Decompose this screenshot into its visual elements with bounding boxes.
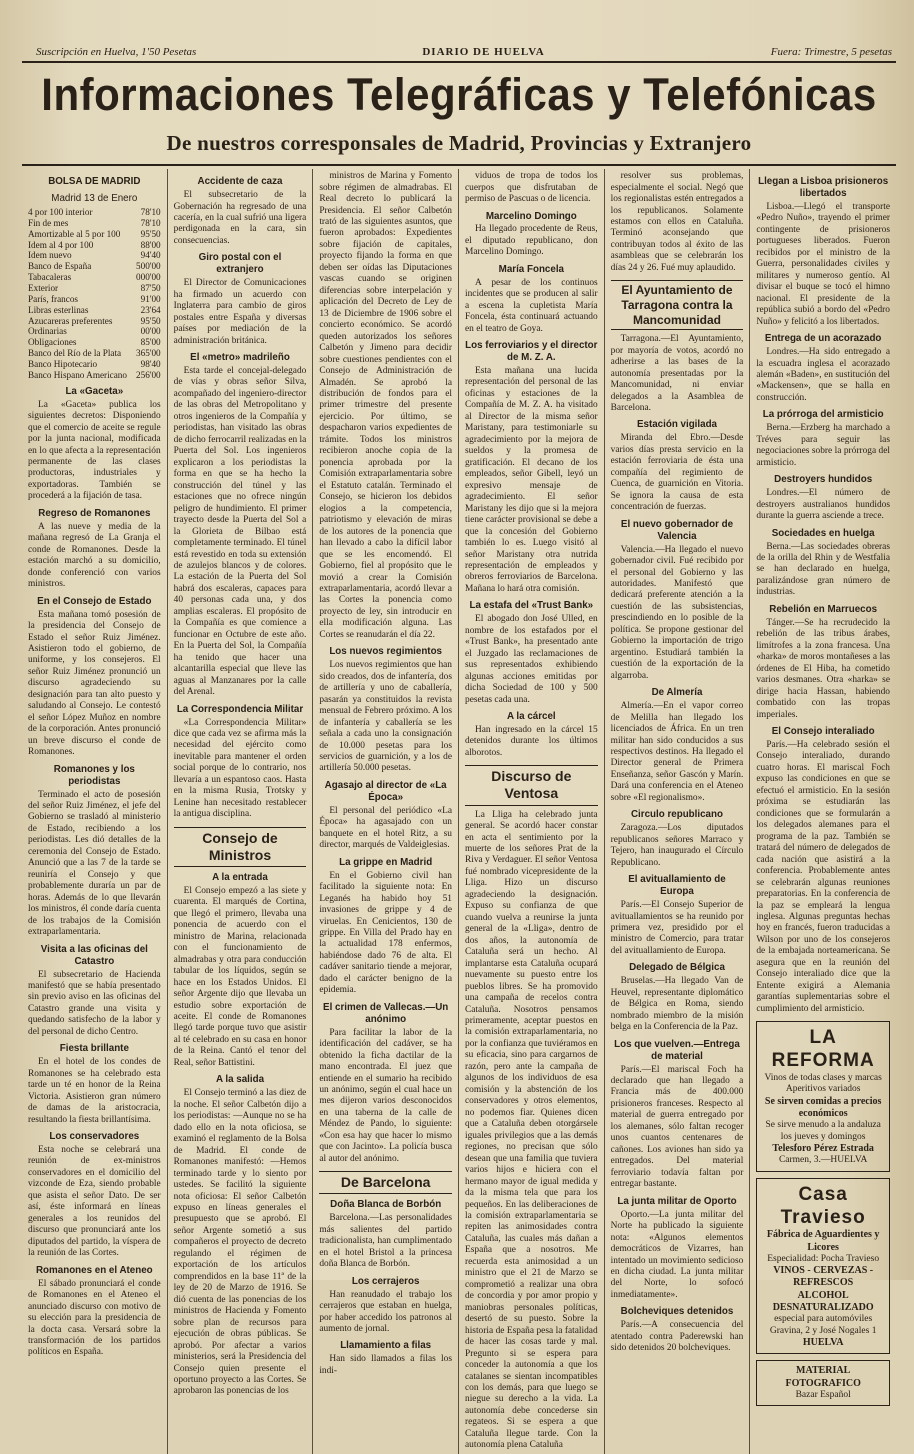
page-banner: Informaciones Telegráficas y Telefónicas — [41, 69, 877, 120]
heading: Llegan a Lisboa prisioneros libertados — [758, 176, 889, 200]
stock-value: 365'00 — [136, 348, 161, 359]
ad-line: Se sirven comidas a precios económicos — [764, 1095, 882, 1119]
heading: Fiesta brillante — [59, 1043, 129, 1055]
stock-row — [28, 316, 161, 327]
stock-name: Azucareras preferentes — [28, 315, 113, 326]
heading: Rebelión en Marruecos — [769, 603, 878, 615]
ad-title: Casa Travieso — [780, 1183, 866, 1229]
article-text: ministros de Marina y Fomento sobre régimen de almadrabas. El Real decreto lo publicará la Presidencia. El señor Calbetón trató de las siguientes asuntos, que fueron aprobados: Expedientes sobre fijación de capitales, proyecto fijando la forma en que deben ser oídas las Diputaciones vascas cuando se originen diferencias sobre interpelación y aplicación del Decreto de Ley de 13 de Diciembre de 1906 sobre el concierto económico. Se acordó queden autorizados los señores Calbetón y Jimeno para decidir sobre cuestiones pendientes con el Consejo de Administración de Almadén. Se aprobó la distribución de fondos para el primer trimestre del presente ejercicio. Por último, se despacharon varios expedientes de trámite. Todos los ministros recibieron anoche copia de la ponencia aprobada por la Comisión extraparlamentaria sobre el Estatuto catalán. Terminado el Consejo, se hicieron los debidos elogios a la competencia, patriotismo y elevación de miras de los autores de la ponencia que han llevado a cabo la difícil labor que se les encomendó. El Gobierno, fiel al propósito que le movió a crear la Comisión extraparlamentaria, acordó llevar a las Cortes la ponencia como proyecto de ley, sin introducir en ella modificación alguna. Las Cortes se reanudarán el día 22. — [319, 171, 452, 640]
ad-line: Vinos de todas clases y marcas — [764, 1072, 882, 1083]
stock-row — [28, 294, 161, 305]
article-text: Londres.—El número de destroyers australianos hundidos durante la guerra asciende a trece. — [756, 488, 890, 522]
heading: Bolcheviques detenidos — [620, 1306, 734, 1318]
stock-value: 85'00 — [140, 337, 161, 348]
article-text: Zaragoza.—Los diputados republicanos señores Marraco y Tejero, han inaugurado el Círculo Republicano. — [610, 823, 744, 868]
heading: Delegado de Bélgica — [629, 962, 725, 974]
stock-value: 98'40 — [140, 359, 161, 369]
article-text: viduos de tropa de todos los cuerpos que disfrutaban de permiso de Pascuas o de licencia. — [465, 171, 598, 205]
heading: Visita a las oficinas del Catastro — [40, 943, 148, 967]
article-text: París.—A consecuencia del atentado contra Paderewski han sido detenidos 20 bolcheviques. — [610, 1320, 744, 1354]
stock-row — [28, 207, 161, 218]
stock-name: Libras esterlinas — [28, 304, 89, 315]
article-text: París.—El mariscal Foch ha declarado que han llegado a Francia más de 400.000 prisioneros franceses. Respecto al material de guerra entregado por los alemanes, sólo faltan recoger unos cuantos centenares de cañones. Los aviones han sido ya entregados. Del material ferroviario todavía faltan por entregar bastante. — [610, 1064, 744, 1190]
column-5 — [605, 169, 751, 1454]
article-text: El subsecretario de la Gobernación ha regresado de una cacería, en la cual sufrió una ligera perdigonada en la cara, sin consecuencias. — [173, 190, 307, 246]
ad-line: Carmen, 3.—HUELVA — [778, 1155, 868, 1166]
stock-name: Banco Hispano Americano — [28, 369, 127, 380]
article-text: «La Correspondencia Militar» dice que cada vez se afirma más la necesidad del ejército como inevitable para mantener el orden social porque de lo contrario, nos llevaría a un espantoso caos. Hasta en la misma Rusia, Trotsky y Lenine han necesitado restablecer la antigua disciplina. — [173, 717, 307, 820]
stock-value: 94'40 — [140, 250, 161, 261]
ad-line: MATERIAL FOTOGRAFICO — [785, 1365, 861, 1389]
stock-name: Amortizable al 5 por 100 — [28, 228, 121, 239]
stock-row — [28, 326, 161, 337]
article-text: Valencia.—Ha llegado el nuevo gobernador civil. Fué recibido por el personal del Gobierno y las autoridades. Manifestó que dedicará preferente atención a la cuestión de las subsistencias, prescindiendo en lo posible de la política. Se propone gestionar del Gobierno la importación de trigo argentino. Estudiará también la cuestión de la exportación de la algarroba. — [610, 544, 744, 681]
article-text: El sábado pronunciará el conde de Romanones en el Ateneo el anunciado discurso con motivo de su elección para la presidencia de la docta casa. Versará sobre la transformación de los partidos políticos en España. — [28, 1278, 161, 1358]
article-text: Esta mañana una lucida representación del personal de las oficinas y estaciones de la Compañía de M. Z. A. ha visitado al Director de la misma señor Maristany, para testimoniarle su agradecimiento por la mejora de sueldos y la promesa de gratificación. El decano de los empleados, señor Gibell, leyó un expresivo mensaje de agradecimiento. El señor Maristany les dijo que si la mejora tiene carácter provisional se debe a que la concesión del Gobierno también lo es. Luego visitó al señor Maristany otra nutrida representación de empleados y obreros ferroviarios de Barcelona. Mañana lo hará otra comisión. — [465, 366, 598, 594]
stock-name: Exterior — [28, 282, 59, 293]
stock-value: 78'10 — [140, 217, 161, 228]
article-text: Londres.—Ha sido entregado a la escuadra inglesa el acorazado alemán «Baden», en sustitución del «Mackensen», que se halla en construcción. — [756, 347, 890, 403]
heading: El Consejo interaliado — [771, 726, 875, 737]
stock-name: Banco Hipotecario — [28, 359, 98, 369]
ad-line: HUELVA — [802, 1337, 844, 1349]
article-text: Los nuevos regimientos que han sido creados, dos de infantería, dos de artillería y uno de caballería, pasarán ya constituidos la revista mensual de Febrero próximo. A los de infantería y caballería se les señala a cada uno la consignación de 10.000 pesetas para los servicios de guarnición, y a los de artillería 50.000 pesetas. — [319, 660, 452, 774]
ad-line: Especialidad: Pocha Travieso — [767, 1253, 880, 1264]
heading: La grippe en Madrid — [339, 856, 433, 868]
stock-value: 256'00 — [136, 369, 161, 380]
article-text: Tánger.—Se ha recrudecido la rebelión de las tribus árabes, limítrofes a la zona francesa. Una «harka» de moros montañeses a las órdenes de El Hiba, ha cometido varios desmanes. Otra «harka» se dirige hacia Hassan, habiendo combatido con las tropas imperiales. — [756, 617, 890, 720]
heading: Llamamiento a filas — [340, 1340, 432, 1352]
article-text: París.—Ha celebrado sesión el Consejo interaliado, durando cuatro horas. El mariscal Foch expuso las condiciones en que se efectuó el armisticio. En la sesión próxima se estudiarán las condiciones que se formularán a los delegados alemanes para el programa de la paz. También se tratará del número de delegados de cada nación que asistirá a la conferencia. Probablemente antes se celebrarán algunas reuniones preparatorias. En la conferencia de la paz se empleará la lengua inglesa. Algunas preguntas hechas hoy en francés, fueron traducidas a Wilson por uno de los consejeros de la embajada norteamericana. Se asegura que en la reunión del Consejo interaliado dice que la Entente exigirá a Alemania garantías suplementarias sobre el cumplimiento del armisticio. — [756, 739, 890, 1014]
article-text: Bruselas.—Ha llegado Van de Heuvel, representante diplomático de Bélgica en Roma, siendo nombrado miembro de la misión belga en la Conferencia de la Paz. — [610, 976, 744, 1033]
stock-name: Obligaciones — [28, 337, 77, 348]
article-text: En el hotel de los condes de Romanones se ha celebrado esta tarde un té en honor de la Reina Victoria. Asistieron gran número de damas de la aristocracia, resultando la fiesta brillantísima. — [28, 1057, 161, 1125]
stock-name: Tabacaleras — [28, 272, 72, 283]
stock-value: 87'50 — [140, 282, 161, 293]
columns — [22, 169, 896, 1451]
article-text: Tarragona.—El Ayuntamiento, por mayoría de votos, acordó no adherirse a las bases de la autonomía presentadas por la Mancomunidad, ni enviar delegados a la Asamblea de Barcelona. — [610, 334, 744, 413]
stock-table — [28, 207, 161, 381]
article-text: Miranda del Ebro.—Desde varios días presta servicio en la estación ferroviaria de ésta una compañía del regimiento de Cuenca, de guarnición en Vitoria. Se ignora la causa de esta concentración de fuerzas. — [610, 433, 744, 513]
article-text: Terminado el acto de posesión del señor Ruiz Jiménez, el jefe del Gobierno se trasladó al ministerio de Estado, recibiendo a los periodistas. Les dió detalles de la ceremonia del Consejo de Estado. Anunció que a las 7 de la tarde se reuniría el Consejo y que probablemente duraría un par de horas. Además de lo que llevarán los ministros, él conde daría cuenta de los trabajos de la Comisión extraparlamentaria. — [28, 789, 161, 938]
ad-line: Gravina, 2 y José Nogales 1 — [769, 1325, 877, 1336]
ad-line: VINOS - CERVEZAS - REFRESCOS — [773, 1265, 874, 1289]
article-text: A las nueve y media de la mañana regresó de La Granja el conde de Romanones. Desde la estación marchó a su domicilio, donde conferenció con varios ministros. — [28, 521, 161, 590]
article-text: Para facilitar la labor de la identificación del cadáver, se ha obtenido la ficha dactilar de la mano encontrada. El juez que entiende en el sumario ha recibido un anónimo, según el cual hace un mes dijeron varios desconocidos en una taberna de la calle de Méndez de Pando, lo siguiente: «Con esa hay que hacer lo mismo que con Jacinto». La policía busca al autor del anónimo. — [319, 1027, 452, 1164]
stock-name: Idem nuevo — [28, 250, 72, 261]
article-text: El Director de Comunicaciones ha firmado un acuerdo con Inglaterra para cambio de giros postales entre España y diversas países por mediación de la administración británica. — [173, 278, 307, 346]
ad-line: Fábrica de Aguardientes y Licores — [766, 1229, 880, 1253]
heading: A la cárcel — [507, 711, 556, 723]
section-heading: Consejo de Ministros — [174, 827, 307, 867]
stock-value: 78'10 — [140, 206, 161, 217]
article-text: Lisboa.—Llegó el transporte «Pedro Nuño», trayendo el primer contingente de prisioneros portugueses liberados. Fueron recibidos por el ministro de la Guerra, personalidades civiles y militares y numeroso gentío. Al divisar el buque se tocó el himno nacional. El presidente de la república subió a bordo del «Pedro Nuño» y felicitó a los libertados. — [756, 201, 890, 327]
ad-line: especial para automóviles — [774, 1314, 873, 1325]
article-text: El subsecretario de Hacienda manifestó que se había presentado sin previo aviso en las oficinas del Catastro grande una visita y quedando satisfecho de la labor y del personal de dicho Centro. — [28, 969, 161, 1037]
article-text: Han sido llamados a filas los indi- — [319, 1354, 452, 1376]
heading: En el Consejo de Estado — [37, 595, 152, 607]
heading: El avituallamiento de Europa — [628, 874, 726, 898]
heading: El crimen de Vallecas.—Un anónimo — [323, 1001, 449, 1025]
heading: Romanones en el Ateneo — [35, 1264, 153, 1276]
running-header — [22, 14, 896, 63]
heading: Romanones y los periodistas — [53, 763, 135, 787]
article-text: Esta mañana tomó posesión de la presidencia del Consejo de Estado el señor Ruiz Jiménez. Asistieron todo el gobierno, de uniforme, y los consejeros. El señor Ruiz Jiménez pronunció un discurso agradeciendo su designación para tan alto puesto y saludando al Consejo. Le contestó el señor López Muñoz en nombre de la corporación. Antes pronunció un breve discurso el conde de Romanones. — [28, 609, 161, 758]
heading: Entrega de un acorazado — [764, 333, 882, 345]
article-text: Berna.—Erzberg ha marchado a Tréves para seguir las negociaciones sobre la prórroga del armisticio. — [756, 423, 890, 468]
article-text: El abogado don José Ulled, en nombre de los estafados por el «Trust Bank», ha presentado ante el Juzgado las reclamaciones de sus representados exhibiendo algunas acciones emitidas por dicha Sociedad de 100 y 500 pesetas cada una. — [465, 614, 598, 705]
section-heading: Discurso de Ventosa — [465, 765, 598, 805]
article-text: En el Gobierno civil han facilitado la siguiente nota: En Leganés ha habido hoy 51 invasiones de grippe y 4 de viruelas. En Cenicientos, 130 de grippe. En Villa del Prado hay en la actualidad 178 enfermos, habiéndose dado 76 de alta. El cadáver sanitario tiende a mejorar, dado el carácter benigno de la epidemia. — [319, 870, 452, 996]
article-text: Oporto.—La junta militar del Norte ha publicado la siguiente nota: «Algunos elementos democráticos de Vizarres, han intentado un movimiento sedicioso en dicha ciudad. La junta militar del Norte, lo sofocó inmediatamente». — [610, 1209, 744, 1300]
section-heading: De Barcelona — [319, 1171, 452, 1194]
column-6 — [750, 169, 896, 1454]
stock-value: 23'64 — [140, 304, 161, 315]
stock-row — [28, 370, 161, 381]
article-text: Esta tarde el concejal-delegado de vías y obras señor Silva, acompañado del ingeniero-director de las obras del Metropolitano y otros ingenieros de la Compañía y periodistas, han visitado las obras de dicho ferrocarril realizadas en la Puerta del Sol. Los ingenieros explicaron a los periodistas la forma en que se ha hecho la construcción del túnel y las estaciones que no ofrece ningún peligro de hundimiento. El primer trayecto desde la Puerta del Sol a la Glorieta de Bilbao está completamente terminado. El túnel está revestido en toda su extensión de azulejos blancos y de colores. La estación de la Puerta del Sol habrá dos escaleras, capaces para 40 personas cada una, y dos amplias escaleras. El propósito de la Compañía es que comience a funcionar en Octubre de este año. En la Puerta del Sol, la Compañía ha tenido que hacer una alcantarilla especial que lleve las aguas al Manzanares por la calle del Arenal. — [173, 366, 307, 698]
advertisement-casa-travieso — [756, 1178, 890, 1354]
stock-row — [28, 250, 161, 261]
stock-row — [28, 272, 161, 283]
article-text: Esta noche se celebrará una reunión de ex-ministros conservadores en el domicilio del vizconde de Eza, siendo probable que asista el señor Dato. De ser así, éste informará en líneas generales a los reunidos del discurso que pronunciará ante los diputados del partido, la víspera de la reunión de las Cortes. — [28, 1145, 161, 1259]
ad-line: Telesforo Pérez Estrada — [772, 1143, 874, 1155]
heading: Marcelino Domingo — [485, 210, 577, 222]
heading: Doña Blanca de Borbón — [330, 1199, 442, 1211]
article-text: El Consejo empezó a las siete y cuarenta. El marqués de Cortina, que llegó el primero, llevaba una ponencia de acuerdo con el ministro de Marina, relacionada con el funcionamiento de almadrabas y otra para conducción tabular de los líquidos, según se hace en los Estados Unidos. El señor Argente dijo que llevaba un estudio sobre exportación de aceite. El conde de Romanones llegó tarde porque tuvo que asistir al té celebrado en su casa en honor de la Reina. Cantó el tenor del Real, señor Battistini. — [173, 885, 307, 1068]
heading: Agasajo al director de «La Época» — [324, 779, 447, 803]
stock-name: Banco del Río de la Plata — [28, 348, 122, 359]
article-text: Han reanudado el trabajo los cerrajeros que estaban en huelga, por haber accedido los patronos al aumento de jornal. — [319, 1289, 452, 1334]
article-text: El Consejo terminó a las diez de la noche. El señor Calbetón dijo a los periodistas: —Aunque no se ha dado ello en la nota oficiosa, se examinó el reglamento de la Bolsa de Madrid. El conde de Romanones manifestó: —Hemos terminado tarde y lo siento por ustedes. Se facilitó la siguiente nota oficiosa: El señor Calbetón expuso en líneas generales el presupuesto que se aprobó. El señor Argente sometió a sus compañeros el proyecto de decreto regulando el régimen de exportación de los artículos comprendidos en la base 11ª de la ley de 20 de Marzo de 1916. Se dió cuenta de las ponencias de los ministros de Hacienda y Fomento sobre plan de recursos para ejecución de obras públicas. Se aprobó. Por afectar a varios ministerios, será la Presidencia del Consejo quien presente el oportuno proyecto a las Cortes. Se aprobaron las ponencias de los — [173, 1088, 307, 1397]
column-3 — [313, 169, 459, 1454]
stock-value: 500'00 — [136, 261, 161, 272]
stock-name: Idem al 4 por 100 — [28, 239, 94, 250]
column-2 — [168, 169, 314, 1454]
section-heading: El Ayuntamiento de Tarragona contra la Mancomunidad — [611, 280, 744, 330]
article-text: París.—El Consejo Superior de avituallamientos se ha reunido por primera vez, presidido por el ministro de Comercio, para tratar del avituallamiento de Europa. — [610, 900, 744, 956]
stock-row — [28, 305, 161, 316]
heading: Estación vigilada — [636, 419, 718, 431]
heading: El nuevo gobernador de Valencia — [620, 518, 734, 542]
stock-row — [28, 218, 161, 229]
article-text: Barcelona.—Las personalidades más salientes del partido tradicionalista, han cumplimentado en el hotel Bristol a la princesa doña Blanca de Borbón. — [319, 1213, 452, 1270]
heading: Giro postal con el extranjero — [198, 252, 282, 276]
subscription-outside: Fuera: Trimestre, 5 pesetas — [770, 46, 892, 58]
stock-row — [28, 240, 161, 251]
heading: Los nuevos regimientos — [329, 646, 443, 658]
stock-row — [28, 337, 161, 348]
advertisement-la-reforma — [756, 1021, 890, 1172]
ad-line: Bazar Español — [795, 1389, 851, 1400]
stock-name: Ordinarias — [28, 326, 67, 337]
stock-name: París, francos — [28, 293, 79, 304]
stock-value: 95'50 — [140, 315, 161, 326]
article-text: La «Gaceta» publica los siguientes decretos: Disponiendo que el comercio de aceite se regule por la junta nacional, modificada en lo que afecta a la representación permanente de las clases productoras, industriales y exportadoras. También se procederá a la fijación de tasa. — [28, 399, 161, 502]
heading: Destroyers hundidos — [774, 474, 873, 486]
article-text: Ha llegado procedente de Reus, el diputado republicano, don Marcelino Domingo. — [465, 224, 598, 258]
stock-row — [28, 261, 161, 272]
stock-row — [28, 283, 161, 294]
stock-name: Fin de mes — [28, 217, 69, 228]
heading: Circulo republicano — [630, 809, 723, 821]
ad-line: Se sirve menudo a la andaluza los jueves y domingos — [765, 1120, 881, 1142]
newspaper-name: DIARIO DE HUELVA — [422, 46, 545, 58]
stock-row — [28, 348, 161, 359]
ad-title: LA REFORMA — [771, 1027, 875, 1072]
divider — [22, 164, 896, 166]
stock-row — [28, 229, 161, 240]
article-text: A pesar de los continuos incidentes que se producen al salir a escena la cupletista María Foncela, ésta continuará actuando en el teatro de Goya. — [465, 277, 598, 334]
heading: La Correspondencia Militar — [176, 703, 304, 715]
heading: Los cerrajeros — [351, 1275, 420, 1287]
heading: Los ferroviarios y el director de M. Z. A. — [465, 340, 598, 364]
article-text: La Lliga ha celebrado junta general. Se acordó hacer constar en acta el sentimiento por la muerte de los señores Prat de la Riva y Verdaguer. El señor Ventosa fué nombrado vicepresidente de la Lliga. Hizo un discurso agradeciendo la designación. Expuso su confianza de que cuando vuelva a reunirse la junta general de la «Lliga», dentro de dos años, la autonomía de Cataluña será un hecho. Al implantarse esta Cataluña ocupará nuevamente su puesto entre los pueblos libres. Se ha promovido una campaña de recelos contra Cataluña. Nosotros pensamos primeramente, aceptar puestos en la comisión extraparlamentaria, no por la confianza que tuviéramos en su eficacia, sino para cargarnos de razón, pero ante la campaña de algunos de los individuos de esa comisión y la abstención de los conservadores y otros elementos, no podemos fiar. Quienes dicen que a Cataluña deben otorgársele iguales privilegios que a las demás regiones, no precisan que sólo desean que una familia que tuviera varios hijos e hiciera con el hermano mayor de igual medida y da la misma tela que para los pequeños. En las deliberaciones de la comisión extraparlamentaria se repiten las animosidades contra Cataluña, las cuales más dañan a España que a nosotros. Me recuerda esta animosidad a un ministro que el 21 de Marzo se comprometió a realizar una obra de concordia y por amor propio y maniobras personales políticas, desertó de su puesto. Sobre la historia de España pesa la fatalidad de hacer las cosas tarde y mal. Pregunto si se espera para conceder la autonomía a que los catalanes se sientan incompatibles con los demás, para que luego se niegue su derecho a la vida. La autonomía debe concederse sin regateos. Si se espera a que Cataluña llegue tarde. Con la autonomía plena Cataluña — [465, 809, 598, 1451]
stock-name: Banco de España — [28, 261, 92, 272]
heading: El «metro» madrileño — [190, 352, 290, 364]
dateline: Madrid 13 de Enero — [51, 193, 138, 205]
heading: Regreso de Romanones — [38, 507, 151, 519]
article-text: resolver sus problemas, especialmente el social. Negó que los regionalistas estén entregados a los republicanos. Solamente estamos con ellos en Cataluña. Terminó aconsejando que contribuyan todos al éxito de las asambleas que se celebrarán los días 24 y 26. Fué muy aplaudido. — [610, 171, 744, 273]
heading: De Almería — [651, 687, 703, 699]
advertisement-material-fotografico — [756, 1360, 890, 1406]
article-text: El personal del periódico «La Época» ha agasajado con un banquete en el hotel Ritz, a su director, marqués de Valdeiglesias. — [319, 805, 452, 851]
stock-name: 4 por 100 interior — [28, 206, 93, 217]
article-text: Han ingresado en la cárcel 15 detenidos durante los últimos alborotos. — [465, 725, 598, 758]
article-text: Almería.—En el vapor correo de Melilla han llegado los licenciados de África. En un tren militar han sido conducidos a sus respectivos destinos. Ha llegado el Director general de Primera Enseñanza, señor Gascón y Marín. Dará una conferencia en el Ateneo sobre «El regionalismo». — [610, 701, 744, 803]
heading: Los que vuelven.—Entrega de material — [614, 1038, 740, 1062]
stock-row — [28, 359, 161, 370]
heading: La junta militar de Oporto — [617, 1195, 737, 1207]
article-text: Berna.—Las sociedades obreras de la orilla del Rhin y de Westfalia se han declarado en huelga, paralizándose gran número de industrias. — [756, 541, 890, 598]
stock-value: 88'00 — [140, 239, 161, 250]
heading: La «Gaceta» — [65, 385, 124, 397]
heading: María Foncela — [498, 263, 564, 275]
heading: La estafa del «Trust Bank» — [469, 600, 594, 612]
stock-value: 91'00 — [140, 293, 161, 304]
column-4 — [459, 169, 605, 1454]
stock-value: 000'00 — [136, 272, 161, 283]
column-1 — [22, 169, 168, 1454]
heading: Los conservadores — [49, 1131, 140, 1143]
heading: A la salida — [215, 1074, 265, 1086]
ad-line: Aperitivos variados — [785, 1084, 861, 1095]
ad-line: ALCOHOL DESNATURALIZADO — [772, 1289, 874, 1313]
heading: Accidente de caza — [197, 176, 283, 188]
subscription-local: Suscripción en Huelva, 1'50 Pesetas — [36, 46, 197, 58]
stock-value: 95'50 — [140, 228, 161, 239]
stock-value: 00'00 — [140, 326, 161, 337]
page-subtitle: De nuestros corresponsales de Madrid, Provincias y Extranjero — [166, 131, 752, 156]
heading: La prórroga del armisticio — [762, 409, 884, 421]
heading: Sociedades en huelga — [771, 527, 875, 539]
heading: A la entrada — [212, 871, 268, 883]
heading: BOLSA DE MADRID — [48, 176, 141, 188]
